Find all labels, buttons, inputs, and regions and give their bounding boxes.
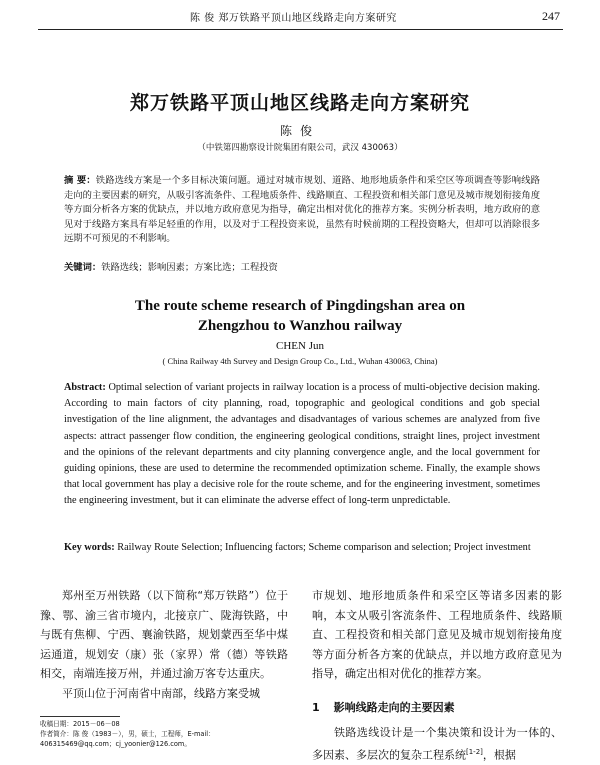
section-heading	[312, 698, 562, 718]
section-title: 影响线路走向的主要因素	[333, 700, 455, 714]
header-rule	[38, 29, 563, 30]
citation-ref: [1-2]	[466, 747, 483, 756]
english-keywords	[64, 540, 540, 556]
chinese-abstract-text: 铁路选线方案是一个多目标决策问题。通过对城市规划、道路、地形地质条件和采空区等项调查等影响线路走向的主要因素的研究，从吸引客流条件、工程地质条件、线路顺直、工程投资和相关部门意见及城市规划衔接角度等方面分析各方案的优缺点，并以地方政府意见为指导，确定出相对优化的推荐方案。实例分析表明，地方政府的意见对于线路方案具有举足轻重的作用，以及对于工程投资来说，虽然有时候前期的工程投资略大，但却可以消除很多远期不可预见的不利影响。	[64, 175, 540, 244]
english-keywords-label: Key words:	[64, 542, 115, 553]
body-paragraph: 市规划、地形地质条件和采空区等诸多因素的影响，本文从吸引客流条件、工程地质条件、线路顺直、工程投资和相关部门意见及城市规划衔接角度等方面分析各方案的优缺点，并以地方政府意见为指导，确定出相对优化的推荐方案。	[312, 589, 562, 680]
english-author: CHEN Jun	[276, 340, 324, 352]
chinese-keywords-label: 关键词：	[64, 262, 102, 273]
chinese-author: 陈俊	[279, 124, 320, 138]
body-text: 铁路选线设计是一个集决策和设计为一体的、多因素、多层次的复杂工程系统	[312, 726, 562, 762]
page-number: 247	[542, 9, 560, 23]
footnote-rule	[40, 716, 120, 717]
chinese-keywords-text: 铁路选线；影响因素；方案比选；工程投资	[101, 262, 278, 273]
running-head-title: 陈 俊 郑万铁路平顶山地区线路走向方案研究	[190, 13, 397, 24]
body-paragraph: 郑州至万州铁路（以下简称“郑万铁路”）位于豫、鄂、渝三省市境内，北接京广、陇海铁路，中与既有焦柳、宁西、襄渝铁路，规划蒙西至华中煤运通道，规划安（康）张（家界）常（德）等铁路相交，南端连接万州，并通过渝万客专达重庆。	[40, 589, 288, 680]
english-abstract-text: Optimal selection of variant projects in railway location is a process of multi-objective decision making. According to main factors of city planning, road, topographic and geological conditions and gob special investigation of the line alignment, the advantages and disadvantages of various schemes are analyzed from five aspects: attract passenger flow condition, the engineering geological conditions, straight lines, project investment and the opinions of the relevant departments and city planning convergence angle, and the local government for guiding opinions, these are used to determine the recommended optimization scheme. Finally, the example shows that local government has play a decisive role for the route scheme, and for the engineering investment, sometimes the engineering investment, but it can eliminate the adverse effect of long-term unpredictable.	[64, 382, 540, 507]
english-abstract	[64, 380, 540, 510]
english-affiliation: ( China Railway 4th Survey and Design Group Co., Ltd., Wuhan 430063, China)	[162, 356, 438, 366]
body-text: ，根据	[482, 748, 516, 762]
english-title-line2: Zhengzhou to Wanzhou railway	[197, 318, 403, 334]
chinese-keywords	[64, 261, 540, 276]
body-paragraph	[312, 723, 562, 765]
english-keywords-text: Railway Route Selection; Influencing factors; Scheme comparison and selection; Project investment	[114, 542, 531, 553]
body-left-column	[40, 586, 288, 703]
section-number: 1	[312, 700, 320, 714]
english-title-line1: The route scheme research of Pingdingshan area on	[134, 298, 466, 314]
author-bio: 作者简介：陈 俊（1983－），男，硕士，工程师，E-mail：406315469@qq.com；cj_yoonier@126.com。	[40, 730, 215, 748]
body-paragraph: 平顶山位于河南省中南部，线路方案受城	[62, 686, 260, 700]
chinese-title: 郑万铁路平顶山地区线路走向方案研究	[129, 92, 470, 114]
chinese-abstract-label: 摘 要：	[64, 175, 96, 186]
english-title	[0, 296, 600, 336]
english-abstract-label: Abstract:	[64, 382, 106, 393]
body-right-column	[312, 586, 562, 765]
running-header	[0, 0, 600, 30]
received-date: 收稿日期：2015－06－08	[40, 720, 120, 728]
footnote	[40, 719, 290, 749]
chinese-abstract	[64, 174, 540, 247]
chinese-affiliation: （中铁第四勘察设计院集团有限公司，武汉 430063）	[197, 143, 403, 153]
